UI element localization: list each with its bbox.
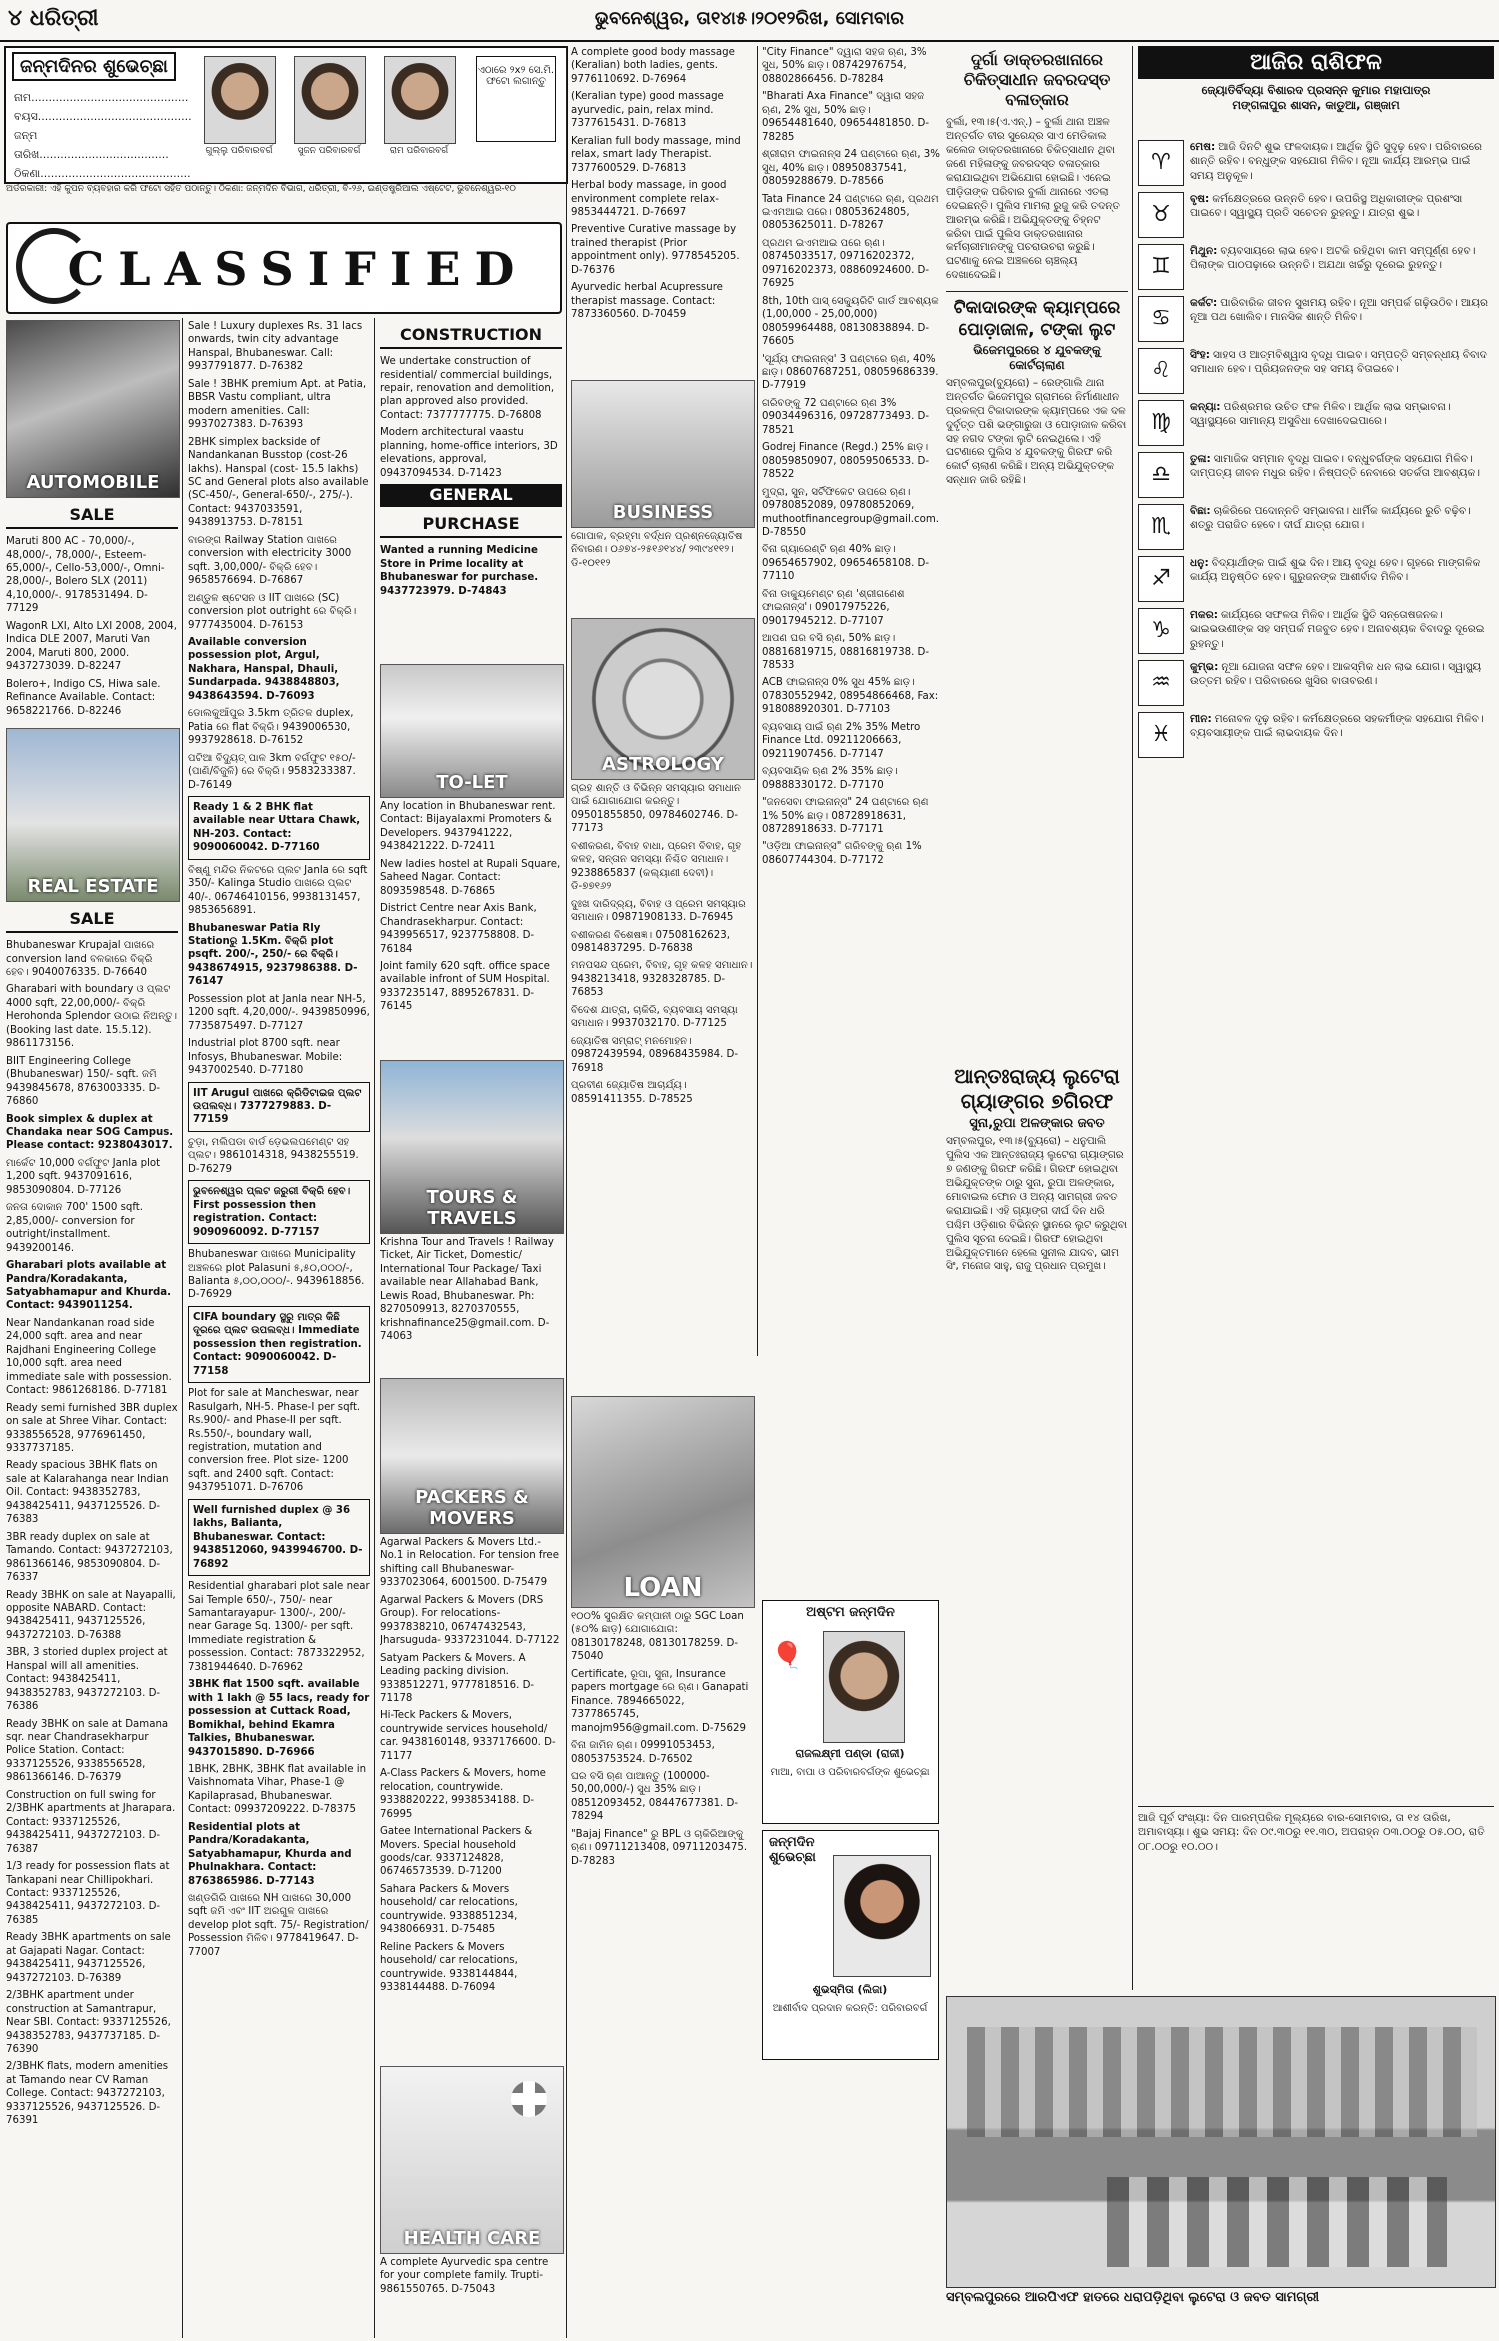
classified-ad: Gatee International Packers & Movers. Special household goods/car. 9337124828, 06746573539. D-71200 [380, 1826, 533, 1878]
libra-icon: ♎ [1138, 452, 1184, 498]
form-field-address[interactable]: ଠିକଣା........................................... [14, 167, 191, 180]
rashi-name: ବିଛା: [1190, 505, 1211, 517]
rashi-entry [1138, 348, 1494, 394]
story-subhead: ଭିଜେମପୁରରେ ୪ ଯୁବକଙ୍କୁ କୋର୍ଟଚାଲାଣ [973, 342, 1101, 372]
rashi-text: ନୂଆ ଯୋଜନା ସଫଳ ହେବ। ଆକସ୍ମିକ ଧନ ଲାଭ ଯୋଗ। ସ୍ୱାସ୍ଥ୍ୟ ଉତ୍ତମ ରହିବ। ପରିବାରରେ ଖୁସିର ବାତାବରଣ। [1190, 661, 1482, 688]
classified-ad: Available conversion possession plot, Argul, Nakhara, Hanspal, Dhauli, Sundarpada. 9438848803, 9438643594. D-76093 [188, 636, 340, 702]
packers-movers-label: PACKERS & MOVERS [415, 1487, 529, 1529]
rashi-entry [1138, 400, 1494, 446]
classified-ad: ଖଣ୍ଡଗିରି ପାଖରେ NH ପାଖରେ 30,000 sqft ଜମି ଏବଂ IIT ଅରଗୁଳ ପାଖରେ develop plot sqft. 75/- Registration/ Possession ମିଳିବ। 9778419647. D-77007 [188, 1893, 369, 1958]
classified-ad: (Keralian type) good massage ayurvedic, pain, relax mind. 7377615431. D-76813 [571, 91, 724, 130]
classified-ad: Near Nandankanan road side 24,000 sqft. area and near Rajdhani Engineering College 10,000 sqft. area need immediate sale with possession. Contact: 9861268186. D-77181 [6, 1317, 172, 1397]
birthday-form [4, 46, 568, 184]
birthday-ad-title: ଅଷ୍ଟମ ଜନ୍ମଦିନ [806, 1605, 895, 1620]
classified-ad: ବିଦେଶ ଯାତ୍ରା, ଚାକିରି, ବ୍ୟବସାୟ ସମସ୍ୟା ସମାଧାନ। 9937032170. D-77125 [571, 1004, 738, 1030]
classified-ad: Gharabari plots available at Pandra/Koradakanta, Satyabhamapur and Khurda. Contact: 9439011254. [6, 1260, 172, 1312]
birthday-form-title: ଜନ୍ମଦିନର ଶୁଭେଚ୍ଛା [12, 52, 176, 81]
sagittarius-icon: ♐ [1138, 556, 1184, 602]
classified-ad: Ready 3BHK on sale at Nayapalli, opposite NABARD. Contact: 9438425411, 9437125526, 9437272103. D-76388 [6, 1589, 176, 1641]
pisces-icon: ♓ [1138, 712, 1184, 758]
story-3 [946, 1060, 1128, 1990]
tours-travels-label: TOURS & TRAVELS [426, 1187, 518, 1229]
classified-banner [6, 222, 562, 314]
gemini-icon: ♊ [1138, 244, 1184, 290]
general-heading: GENERAL [380, 484, 562, 507]
classified-ad: ବିନା ଗ୍ୟାରେଣ୍ଟି ଋଣ 40% ଛାଡ଼। 09654657902, 09654658108. D-77110 [762, 544, 930, 583]
classified-ad: Ready spacious 3BHK flats on sale at Kalarahanga near Indian Oil. Contact: 9438352783, 9438425411, 9437125526. D-76383 [6, 1460, 169, 1526]
news-photo-caption: ସମ୍ବଲପୁରରେ ଆରପିଏଫ ହାତରେ ଧରାପଡ଼ିଥିବା ଲୁଟେରା ଓ ଜବତ ସାମଗ୍ରୀ [946, 2290, 1320, 2305]
classified-ad: ଜନତା ଦୋକାନ 700' 1500 sqft. 2,85,000/- conversion for outright/installment. 9439200146. [6, 1202, 144, 1254]
classified-ad: Book simplex & duplex at Chandaka near SOG Campus. Please contact: 9238043017. [6, 1113, 174, 1152]
classified-ad: ମାର୍କେଟ 10,000 ବର୍ଗଫୁଟ Janla plot 1,200 sqft. 9437091616, 9853090804. D-77126 [6, 1157, 161, 1196]
business-label: BUSINESS [612, 502, 714, 523]
classified-ad: ଚୁଡ଼ା, ମଲିପଡା ବାର୍ଡ ଡ଼େଭଲପମେଣ୍ଟ ସହ ପ୍ଲଟ। 9861014318, 9438255519. D-76279 [188, 1136, 359, 1175]
rashi-name: କୁମ୍ଭ: [1190, 661, 1219, 673]
rashi-name: କନ୍ୟା: [1190, 401, 1221, 413]
boxed-ad: Ready 1 & 2 BHK flat available near Uttara Chawk, NH-203. Contact: 9090060042. D-77160 [188, 796, 370, 860]
aries-icon: ♈ [1138, 140, 1184, 186]
rashifal-footer: ଆଜି ପୂର୍ବ ସଂଖ୍ୟା: ଦିନ ପାରମ୍ପରିକ ମୂଲ୍ୟରେ ବାର-ସୋମବାର, ତା ୧୪ ତାରିଖ, ଅମାବାସ୍ୟା। ଶୁଭ ସମୟ: ଦିନ ୦୯.୩୦ରୁ ୧୧.୩୦, ଅପରାହ୍ନ ୦୩.୦୦ରୁ ୦୫.୦୦, ରାତି ୦୮.୦୦ରୁ ୧୦.୦୦। [1138, 1806, 1494, 1991]
classified-ad: ୧୦୦% ସୁରକ୍ଷିତ କମ୍ପାନୀ ଠାରୁ SGC Loan (୫୦% ଛାଡ଼) ଯୋଗାଯୋଗ: 08130178248, 08130178259. D-75040 [571, 1611, 744, 1663]
to-let-image [380, 664, 564, 798]
classified-ad: "Bajaj Finance" ରୁ BPL ଓ ଚାକିରିଆଙ୍କୁ ଋଣ। 09711213408, 09711203475. D-78283 [571, 1828, 748, 1867]
classified-ad: Possession plot at Janla near NH-5, 1200 sqft. 4,20,000/-. 9439850996, 7735875497. D-77127 [188, 993, 370, 1032]
rashifal-place: ମଙ୍ଗଳାପୁର ଶାସନ, କାଡୁଆ, ଗଞ୍ଜାମ [1232, 98, 1400, 112]
classified-ad: 2/3BHK apartment under construction at Samantrapur, Near SBI. Contact: 9337125526, 9438352783, 9437737185. D-76390 [6, 1990, 171, 2055]
rashi-text: ବିଦ୍ୟାର୍ଥୀଙ୍କ ପାଇଁ ଶୁଭ ଦିନ। ଆୟ ବୃଦ୍ଧି ହେବ। ଗୃହରେ ମାଙ୍ଗଳିକ କାର୍ଯ୍ୟ ଅନୁଷ୍ଠିତ ହେବ। ଗୁରୁଜନଙ୍କ ଆଶୀର୍ବାଦ ମିଳିବ। [1190, 557, 1481, 584]
rashi-text: ମନୋବଳ ଦୃଢ଼ ରହିବ। କର୍ମକ୍ଷେତ୍ରରେ ସହକର୍ମୀଙ୍କ ସହଯୋଗ ମିଳିବ। ବ୍ୟବସାୟୀଙ୍କ ପାଇଁ ଲାଭଦାୟକ ଦିନ। [1190, 713, 1484, 740]
classified-ad: 3BR, 3 storied duplex project at Hanspal will all amenities. Contact: 9438425411, 9438352783, 9437272103. D-76386 [6, 1647, 168, 1713]
capricorn-icon: ♑ [1138, 608, 1184, 654]
birthday-ad-caption: ଶୁଭସ୍ମିତା (ଲିଜା) [812, 1983, 888, 1996]
rashi-entry [1138, 452, 1494, 498]
rashi-entry [1138, 504, 1494, 550]
child-photo-3 [384, 56, 456, 144]
sale-heading: SALE [6, 504, 178, 529]
classified-ad: Ayurvedic herbal Acupressure therapist massage. Contact: 7873360560. D-70459 [571, 282, 723, 321]
rashifal-title: ଆଜିର ରାଶିଫଳ [1138, 46, 1494, 79]
cancer-icon: ♋ [1138, 296, 1184, 342]
rashi-entry [1138, 244, 1494, 290]
classified-ad: ପଟିଆ ବିଦ୍ୟୁତ୍ ପାଳ 3km ବର୍ଗଫୁଟ ୧୫୦/- (ପାଣି/ବିଜୁଳି) ରେ ବିକ୍ରି। 9583233387. D-76149 [188, 752, 356, 791]
boxed-ad: ଭୁବନେଶ୍ୱର ପ୍ଲଟ ଜରୁରୀ ବିକ୍ରି ହେବ। First possession then registration. Contact: 9090960092. D-77157 [188, 1180, 370, 1244]
boxed-ad: IIT Arugul ପାଖରେ କ୍ରିଡିଟାଇଜ ପ୍ଲଟ ଉପଲବ୍ଧ। 7377279883. D-77159 [188, 1082, 370, 1132]
rashi-name: ମୀନ: [1190, 713, 1212, 725]
classified-ad: Construction on full swing for 2/3BHK apartments at Jharapara. Contact: 9337125526, 9438425411, 9437272103. D-76387 [6, 1789, 176, 1855]
classified-ad: ଅଣ୍ଡୁଳ ଷ୍ଟେସନ ଓ IIT ପାଖରେ (SC) conversion plot outright ରେ ବିକ୍ରି। 9777435004. D-76153 [188, 592, 357, 631]
column-2 [188, 320, 370, 2336]
classified-ad: Keralian full body massage, mind relax, smart lady Therapist. 7377600529. D-76813 [571, 135, 741, 174]
rashi-name: ମକର: [1190, 609, 1219, 621]
classified-ad: Bhubaneswar ପାଖରେ Municipality ଅଞ୍ଚଳରେ plot Palasuni ୫,୫୦,୦୦୦/-, Balianta ୫,୦୦,୦୦୦/-. 9439618856. D-76929 [188, 1249, 365, 1301]
story-headline: ଆନ୍ତଃରାଜ୍ୟ ଲୁଟେରା ଗ୍ୟାଙ୍ଗର ୭ଗିରଫ [954, 1064, 1120, 1113]
seized-items-table [1107, 2177, 1447, 2267]
classified-ad: A complete Ayurvedic spa centre for your complete family. Trupti-9861550765. D-75043 [380, 2257, 549, 2295]
birthday-ad-note: ଆଶୀର୍ବାଦ ପ୍ରଦାନ କରନ୍ତି: ପରିବାରବର୍ଗ [772, 2003, 928, 2014]
classified-ad: Certificate, ରୂପା, ସୁନା, Insurance papers mortgage ରେ ଋଣ। Ganapati Finance. 7894665022, 7377865745, manojm956@gmail.com. D-75629 [571, 1668, 749, 1734]
rashi-entry [1138, 296, 1494, 342]
news-photo [946, 1996, 1496, 2288]
packers-movers-image [380, 1378, 564, 1534]
classified-ad: 1/3 ready for possession flats at Tankapani near Chillipokhari. Contact: 9337125526, 9438425411, 9437272103. D-76385 [6, 1861, 170, 1926]
classified-ad: We undertake construction of residential/ commercial buildings, repair, renovation and demolition, plan approved also provided. Contact: 7377777775. D-76808 [380, 356, 555, 421]
classified-ad: Sale ! Luxury duplexes Rs. 31 lacs onwards, twin city advantage Hanspal, Bhubaneswar. Call: 9937791877. D-76382 [188, 321, 363, 373]
birthday-ad-title: ଜନ୍ମଦିନ ଶୁଭେଚ୍ଛା [769, 1835, 816, 1865]
classified-ad: ବଶୀକରଣ, ବିବାହ ବାଧା, ପ୍ରେମ ବିବାହ, ଗୃହ କଳହ, ସନ୍ତାନ ସମସ୍ୟା ନିଶ୍ଚିତ ସମାଧାନ। 9238865837 (କଲ୍ୟାଣୀ ଦେବୀ)। ଡି-୭୭୧୬୨ [571, 840, 742, 893]
purchase-heading: PURCHASE [380, 513, 562, 538]
classified-ad: WagonR LXI, Alto LXI 2008, 2004, Indica DLE 2007, Maruti Van 2004, Maruti 800, 2000. 9437273039. D-82247 [6, 620, 178, 673]
column-4-bottom [571, 1610, 753, 2336]
rashi-name: କର୍କଟ: [1190, 297, 1218, 309]
column-1-bottom [6, 904, 178, 2336]
classified-ad: BIIT Engineering College (Bhubaneswar) 150/- sqft. ଜମି 9439845678, 8763003335. D-76860 [6, 1055, 161, 1108]
classified-ad: Agarwal Packers & Movers Ltd.- No.1 in Relocation. For tension free shifting call Bhubaneswar- 9337023064, 6001500. D-75479 [380, 1537, 559, 1589]
page-number: ୪ ଧରିତ୍ରୀ [8, 6, 99, 31]
classified-ad: 2/3BHK flats, modern amenities at Tamando near CV Raman College. Contact: 9437272103, 9337125526, 9437125526. D-76391 [6, 2061, 169, 2127]
rashifal-byline: ଜ୍ୟୋତିର୍ବିଦ୍ୟା ବିଶାରଦ ପ୍ରସନ୍ନ କୁମାର ମହାପାତ୍ର [1201, 83, 1431, 97]
classified-ad: Plot for sale at Mancheswar, near Rasulgarh, NH-5. Phase-I per sqft. Rs.900/- and Phase-II per sqft. Rs.550/-, boundary wall, registration, mutation and conversion free. Plot size- 1200 sqft. and 2400 sqft. Contact: 9437951071. D-76706 [188, 1388, 361, 1494]
astrology-label: ASTROLOGY [602, 754, 724, 775]
classified-ad: Modern architectural vaastu planning, home-office interiors, 3D elevations, approval, 09437094534. D-71423 [380, 427, 558, 479]
classified-ad: Preventive Curative massage by trained therapist (Prior appointment only). 9778545205. D-76376 [571, 224, 740, 276]
column-rule [757, 46, 758, 1356]
column-rule [182, 318, 183, 2338]
aquarius-icon: ♒ [1138, 660, 1184, 706]
automobile-label: AUTOMOBILE [26, 472, 160, 493]
automobile-image [6, 320, 180, 498]
classified-ad: 3BR ready duplex on sale at Tamando. Contact: 9437272103, 9861366146, 9853090804. D-76337 [6, 1531, 173, 1584]
birthday-ad-1 [762, 1600, 939, 1824]
classified-ad: ବ୍ୟବସାୟ ପାଇଁ ଋଣ 2% 35% Metro Finance Ltd. 09211206663, 09211907456. D-77147 [762, 721, 921, 760]
rashi-text: ପାରିବାରିକ ଜୀବନ ସୁଖମୟ ରହିବ। ନୂଆ ସମ୍ପର୍କ ଗଢ଼ିଉଠିବ। ଆୟର ନୂଆ ପଥ ଖୋଲିବ। ମାନସିକ ଶାନ୍ତି ମିଳିବ। [1190, 297, 1489, 324]
boxed-ad: Well furnished duplex @ 36 lakhs, Balianta, Bhubaneswar. Contact: 9438512060, 9439946700. D-76892 [188, 1499, 370, 1576]
classified-ad: Sale ! 3BHK premium Apt. at Patia, BBSR Vastu compliant, ultra modern amenities. Call: 9937027383. D-76393 [188, 378, 367, 431]
column-3-tolet [380, 800, 562, 1056]
classified-ad: Hi-Teck Packers & Movers, countrywide services household/ car. 9438160148, 9337176600. D-71177 [380, 1710, 556, 1762]
classified-ad: "ଓଡ଼ିଆ ଫାଇନାନ୍ସ" ଗରିବଙ୍କୁ ଋଣ 1% 08607744304. D-77172 [762, 841, 922, 866]
loan-label: LOAN [623, 1573, 703, 1603]
rashi-text: ଆଜି ଦିନଟି ଶୁଭ ଫଳଦାୟକ। ଆର୍ଥିକ ସ୍ଥିତି ସୁଦୃଢ଼ ହେବ। ପରିବାରରେ ଶାନ୍ତି ରହିବ। ବନ୍ଧୁଙ୍କ ସହଯୋଗ ମିଳିବ। ନୂଆ କାର୍ଯ୍ୟ ଆରମ୍ଭ ପାଇଁ ସମୟ ଅନୁକୂଳ। [1190, 141, 1483, 182]
child-photo [823, 1631, 905, 1743]
classified-ad: Reline Packers & Movers household/ car relocations, countrywide. 9338144844, 9338144488. D-76094 [380, 1941, 518, 1994]
form-field-dob[interactable]: ଜନ୍ମ ତାରିଖ..................................... [14, 129, 169, 161]
column-3-top [380, 320, 562, 660]
classified-ad: ପ୍ରଥମ ଇଏମଆଇ ପରେ ଋଣ। 08745033517, 09716202372, 09716202373, 08860924600. D-76925 [762, 237, 930, 290]
balloons-icon: 🎈 [771, 1641, 804, 1671]
rashi-name: ମିଥୁନ: [1190, 245, 1218, 257]
boxed-ad: CIFA boundary ସ୍ଥରୁ ମାତ୍ର କିଛି ଦୂରରେ ପ୍ଲଟ ଉପଲବ୍ଧ। Immediate possession then registration. Contact: 9090060042. D-77158 [188, 1306, 370, 1383]
rashi-name: ଧନୁ: [1190, 557, 1209, 569]
tours-travels-image [380, 1060, 564, 1234]
classified-ad: Residential plots at Pandra/Koradakanta, Satyabhamapur, Khurda and Phulnakhara. Contact: 8763865986. D-77143 [188, 1821, 352, 1887]
classified-ad: ଡୋଲକୁଆଁପୁର 3.5km ତ୍ରିତଳ duplex, Patia ରେ flat ବିକ୍ରି। 9439006530, 9937928618. D-76152 [188, 708, 354, 747]
classified-ad: Ready semi furnished 3BR duplex on sale at Shree Vihar. Contact: 9338556528, 9776961450, 9337737185. [6, 1402, 178, 1454]
column-4-mid [571, 782, 753, 1392]
rashi-entry [1138, 660, 1494, 706]
rashi-entry [1138, 712, 1494, 758]
story-body: ବୁର୍ଲା, ୧୩।୫(ଏ.ଏନ୍.) – ବୁର୍ଲା ଥାନା ଅଞ୍ଚଳ ଅନ୍ତର୍ଗତ ବୀର ସୁରେନ୍ଦ୍ର ସାଏ ମେଡିକାଲ କଲେଜ ଡାକ୍ତରଖାନାରେ ଚିକିତ୍ସାଧୀନ ଥିବା ଜଣେ ମହିଳାଙ୍କୁ ଜବରଦସ୍ତ ବଳାତ୍କାର କରାଯାଇଥିବା ଅଭିଯୋଗ ହୋଇଛି। ଏନେଇ ପୀଡ଼ିତାଙ୍କ ପରିବାର ବୁର୍ଲା ଥାନାରେ ଏତଲା ଦେଇଛନ୍ତି। ପୁଲିସ ମାମଲା ରୁଜୁ କରି ତଦନ୍ତ ଆରମ୍ଭ କରିଛି। ଅଭିଯୁକ୍ତଙ୍କୁ ଚିହ୍ନଟ କରିବା ପାଇଁ ପୁଲିସ ଡାକ୍ତରଖାନାର କର୍ମଚାରୀମାନଙ୍କୁ ପଚରାଉଚରା କରୁଛି। ଘଟଣାକୁ ନେଇ ଅଞ୍ଚଳରେ ଚାଞ୍ଚଲ୍ୟ ଦେଖାଦେଇଛି। [946, 116, 1120, 282]
business-image [571, 380, 755, 528]
classified-ad: ଶ୍ରୀରାମ ଫାଇନାନ୍ସ 24 ଘଣ୍ଟାରେ ଋଣ, 3% ସୁଧ, 40% ଛାଡ଼। 08950837541, 08059288679. D-78566 [762, 149, 940, 188]
classified-title: CLASSIFIED [67, 242, 529, 296]
taurus-icon: ♉ [1138, 192, 1184, 238]
classified-ad: 1BHK, 2BHK, 3BHK flat available in Vaishnomata Vihar, Phase-1 @ Kapilaprasad, Bhubaneswar. Contact: 09937209222. D-78375 [188, 1763, 367, 1816]
health-care-label: HEALTH CARE [403, 2228, 541, 2249]
rashi-name: ସିଂହ: [1190, 349, 1211, 361]
classified-ad: ବାରଙ୍ଗ Railway Station ପାଖରେ conversion with electricity 3000 sqft. 3,00,000/- ବିକ୍ରି ହେବ। 9658576694. D-76867 [188, 534, 352, 587]
story-subhead: ସୁନା,ରୁପା ଅଳଙ୍କାର ଜବତ [969, 1116, 1105, 1131]
rashi-text: ସାମାଜିକ ସମ୍ମାନ ବୃଦ୍ଧି ପାଇବ। ବନ୍ଧୁବର୍ଗଙ୍କ ସହଯୋଗ ମିଳିବ। ଦାମ୍ପତ୍ୟ ଜୀବନ ମଧୁର ରହିବ। ନିଷ୍ପତ୍ତି ନେବାରେ ସତର୍କତା ଆବଶ୍ୟକ। [1190, 453, 1481, 480]
classified-ad: ଘର ବସି ଋଣ ପାଆନ୍ତୁ (100000- 50,00,000/-) ସୁଧ 35% ଛାଡ଼। 08512093452, 08447677381. D-78294 [571, 1770, 739, 1823]
column-5-top [762, 46, 942, 1354]
classified-ad: Bolero+, Indigo CS, Hiwa sale. Refinance Available. Contact: 9658221766. D-82246 [6, 678, 161, 717]
dateline: ଭୁବନେଶ୍ୱର, ତା୧୪ା୫।୨୦୧୨ରିଖ, ସୋମବାର [594, 8, 905, 29]
rashi-text: ବ୍ୟବସାୟରେ ଲାଭ ହେବ। ଅଟକି ରହିଥିବା କାମ ସମ୍ପୂର୍ଣ୍ଣ ହେବ। ପିଲାଙ୍କ ପାଠପଢ଼ାରେ ଉନ୍ନତି। ଅଯଥା ଖର୍ଚ୍ଚରୁ ଦୂରେଇ ରୁହନ୍ତୁ। [1190, 245, 1476, 272]
classified-ad: ଗ୍ରହ ଶାନ୍ତି ଓ ବିଭିନ୍ନ ସମସ୍ୟାର ସମାଧାନ ପାଇଁ ଯୋଗାଯୋଗ କରନ୍ତୁ। 09501855850, 09784602746. D-77173 [571, 783, 742, 835]
classified-ad: ବିଷ୍ଣୁ ମନ୍ଦିର ନିକଟରେ ପ୍ଲଟ Janla ରେ sqft 350/- Kalinga Studio ପାଖରେ ପ୍ଲଟ 40/-. 06746410156, 9938131457, 9853656891. [188, 864, 368, 917]
child-photo-2 [294, 56, 366, 144]
classified-ad: "ଜନସେବା ଫାଇନାନ୍ସ" 24 ଘଣ୍ଟାରେ ଋଣ 1% 50% ଛାଡ଼। 08728918631, 08728918633. D-77171 [762, 797, 929, 836]
classified-ad: "City Finance" ଦ୍ୱାରା ସହଜ ଋଣ, 3% ସୁଧ, 50% ଛାଡ଼। 08742976754, 08802866456. D-78284 [762, 47, 927, 85]
birthday-ad-2 [762, 1830, 939, 2060]
police-group-figures [967, 2027, 1477, 2137]
classified-ad: Residential gharabari plot sale near Sai Temple 650/-, 750/- near Samantarayapur- 1300/-, 200/- near Garage Sq. 1300/- per sqft. Immediate registration & possession. Contact: 7873322952, 7381944640. D-76962 [188, 1581, 370, 1673]
classified-ad: ACB ଫାଇନାନ୍ସ 0% ସୁଧ 45% ଛାଡ଼। 07830552942, 08954866468, Fax: 918088920301. D-77103 [762, 677, 939, 716]
rashi-entry [1138, 556, 1494, 602]
classified-ad: New ladies hostel at Rupali Square, Saheed Nagar. Contact: 8093598548. D-76865 [380, 858, 561, 897]
classified-ad: Ready 3BHK on sale at Damana sqr. near Chandrasekharpur Police Station. Contact: 9337125526, 9338556528, 9861366146. D-76379 [6, 1718, 169, 1784]
sale-heading-2: SALE [6, 908, 178, 933]
classified-ad: ଜ୍ୟୋତିଷ ସମ୍ରାଟ୍ ମନମୋହନ। 09872439594, 08968435984. D-76918 [571, 1035, 739, 1074]
birthday-ad-note: ମାଆ, ବାପା ଓ ପରିବାରବର୍ଗଙ୍କ ଶୁଭେଚ୍ଛା [770, 1767, 930, 1778]
classified-ad: "Bharati Axa Finance" ଦ୍ୱାରା ସହଜ ଋଣ, 2% ସୁଧ, 50% ଛାଡ଼। 09654481640, 09654481850. D-78285 [762, 91, 930, 143]
rashi-text: ସାହସ ଓ ଆତ୍ମବିଶ୍ୱାସ ବୃଦ୍ଧି ପାଇବ। ସମ୍ପତ୍ତି ସମ୍ବନ୍ଧୀୟ ବିବାଦ ସମାଧାନ ହେବ। ପ୍ରିୟଜନଙ୍କ ସହ ସମୟ ବିତାଇବେ। [1190, 349, 1487, 376]
virgo-icon: ♍ [1138, 400, 1184, 446]
classified-ad: District Centre near Axis Bank, Chandrasekharpur. Contact: 9439956517, 9237758808. D-76184 [380, 903, 537, 955]
classified-ad: Ready 3BHK apartments on sale at Gajapati Nagar. Contact: 9438425411, 9437125526, 9437272103. D-76389 [6, 1932, 171, 1984]
classified-ad: Bhubaneswar Patia Rly Stationରୁ 1.5Km. ବିକ୍ରି plot psqft. 200/-, 250/- ରେ ବିକ୍ରି। 9438674915, 9237986388. D-76147 [188, 922, 358, 988]
column-3-packers [380, 1536, 562, 2062]
classified-ad: ବ୍ୟବସାୟିକ ଋଣ 2% 35% ଛାଡ଼। 09888330172. D-77170 [762, 766, 898, 791]
story-headline: ଦୁର୍ଗା ଡାକ୍ତରଖାନାରେ ଚିକିତ୍ସାଧୀନ ଜବରଦସ୍ତ ବଳାତ୍କାର [963, 50, 1111, 109]
rashi-text: କାର୍ଯ୍ୟରେ ସଫଳତା ମିଳିବ। ଆର୍ଥିକ ସ୍ଥିତି ସନ୍ତୋଷଜନକ। ଭାଇଭଉଣୀଙ୍କ ସହ ସମ୍ପର୍କ ମଜବୁତ ହେବ। ଅନାବଶ୍ୟକ ବିବାଦରୁ ଦୂରେଇ ରୁହନ୍ତୁ। [1190, 609, 1485, 650]
form-field-name[interactable]: ନାମ............................................. [14, 91, 189, 104]
rashi-entry [1138, 608, 1494, 654]
classified-ad: Godrej Finance (Regd.) 25% ଛାଡ଼। 08059850907, 08059506533. D-78522 [762, 442, 930, 481]
classified-ad: ଆପଣ ଘର ବସି ଋଣ, 50% ଛାଡ଼। 08816819715, 08816819738. D-78533 [762, 633, 930, 672]
classified-ad: Maruti 800 AC - 70,000/-, 48,000/-, 78,000/-, Esteem-65,000/-, Cello-53,000/-, Omni-28,000/-, Bolero SLX (2011) 4,10,000/-. 9178531494. D-77129 [6, 536, 165, 615]
masthead [0, 0, 1499, 42]
column-4-astro-text [571, 530, 753, 614]
column-3-health [380, 2256, 562, 2336]
classified-ad: ବଶୀକରଣ ବିଶେଷଜ୍ଞ। 07508162623, 09814837295. D-76838 [571, 929, 730, 954]
classified-ad: Agarwal Packers & Movers (DRS Group). For relocations- 9937838210, 06747432543, Jharsuguda- 9337231044. D-77122 [380, 1594, 560, 1647]
column-3-tours [380, 1236, 562, 1374]
column-rule [374, 318, 375, 2338]
classified-ad: Gharabari with boundary ଓ ପ୍ଲଟ 4000 sqft, 22,00,000/- ବିକ୍ରି Herohonda Splendor ଉଠାଇ ନିଅନ୍ତୁ। (Booking last date. 15.5.12). 9861173156. [6, 984, 178, 1050]
photo-label-3: ରାମ ପରିବାରବର୍ଗ [389, 146, 449, 156]
rashi-text: ପରିଶ୍ରମର ଉଚିତ ଫଳ ମିଳିବ। ଆର୍ଥିକ ଲାଭ ସମ୍ଭାବନା। ସ୍ୱାସ୍ଥ୍ୟରେ ସାମାନ୍ୟ ଅସୁବିଧା ଦେଖାଦେଇପାରେ। [1190, 401, 1451, 428]
classified-ad: 2BHK simplex backside of Nandankanan Busstop (cost-26 lakhs). Hanspal (cost- 15.5 lakhs) SC and General plots also available (SC-450/-, General-650/-, 275/-). Contact: 9437033591, 9438913753. D-78151 [188, 436, 369, 529]
classified-ad: ବିନା ଡାକ୍ୟୁମେଣ୍ଟ ଋଣ 'ଶ୍ରୀଗଣେଶ ଫାଇନାନ୍ସ'। 09017975226, 09017945212. D-77107 [762, 588, 905, 627]
rashi-name: ବୃଷ: [1190, 193, 1210, 205]
classified-ad: Herbal body massage, in good environment complete relax- 9853444721. D-76697 [571, 180, 727, 218]
loan-image [571, 1396, 755, 1608]
classified-ad: Satyam Packers & Movers. A Leading packing division. 9338512271, 9777818516. D-71178 [380, 1652, 535, 1704]
leo-icon: ♌ [1138, 348, 1184, 394]
scorpio-icon: ♏ [1138, 504, 1184, 550]
astrology-image [571, 618, 755, 780]
photo-label-2: ସୁଜନ ପରିବାରବର୍ଗ [297, 146, 361, 156]
classified-ad: Industrial plot 8700 sqft. near Infosys, Bhubaneswar. Mobile: 9437002540. D-77180 [188, 1038, 343, 1077]
story-body: ସମ୍ବଲପୁର(ବ୍ୟୁରୋ) – ରେଙ୍ଗାଲି ଥାନା ଅନ୍ତର୍ଗତ ଭିଜେମପୁର ଗ୍ରାମରେ ନିର୍ମାଣାଧୀନ ପ୍ରକଳ୍ପ ଟିକାଦାରଙ୍କ କ୍ୟାମ୍ପରେ ଏକ ଦଳ ଦୁର୍ବୃତ୍ତ ପଶି ଭଙ୍ଗାରୁଜା ଓ ପୋଡ଼ାଜାଳ କରିବା ସହ ନଗଦ ଟଙ୍କା ଲୁଟି ନେଇଥିଲେ। ଏହି ଘଟଣାରେ ପୁଲିସ ୪ ଯୁବକଙ୍କୁ ଗିରଫ କରି କୋର୍ଟ ଚାଲାଣ କରିଛି। ଅନ୍ୟ ଅଭିଯୁକ୍ତଙ୍କ ସନ୍ଧାନ ଜାରି ରହିଛି। [946, 376, 1127, 487]
classified-ad: Bhubaneswar Krupajal ପାଖରେ conversion land ବଳକାରେ ବିକ୍ରି ହେବ। 9040076335. D-76640 [6, 940, 155, 979]
medical-cross-icon [511, 2081, 547, 2117]
child-photo-1 [204, 56, 276, 144]
story-headline: ଟିକାଦାରଙ୍କ କ୍ୟାମ୍ପରେ ପୋଡ଼ାଜାଳ, ଟଙ୍କା ଲୁଟ [953, 298, 1121, 340]
column-rule [1132, 46, 1133, 1990]
form-field-age[interactable]: ବୟସ............................................ [14, 110, 192, 123]
rashifal-list [1138, 140, 1494, 1800]
classified-ad: A-Class Packers & Movers, home relocation, countrywide. 9338820222, 9938534188. D-76995 [380, 1768, 546, 1820]
real-estate-image [6, 728, 180, 902]
classified-ad: Any location in Bhubaneswar rent. Contact: Bijayalaxmi Promoters & Developers. 9437941222, 9438421222. D-72411 [380, 801, 556, 853]
rashi-entry [1138, 192, 1494, 238]
birthday-form-note: ଅର୍ଡରକାରୀ: ଏହି କୁପନ ବ୍ୟବହାର କରି ଫଟୋ ସହିତ ପଠାନ୍ତୁ। ଠିକଣା: ଜନ୍ମଦିନ ବିଭାଗ, ଧରିତ୍ରୀ, ବି-୨୬, ଇଣ୍ଡଷ୍ଟ୍ରିଆଲ ଏଷ୍ଟେଟ, ଭୁବନେଶ୍ୱର-୧୦ [6, 184, 516, 194]
classified-ad: Krishna Tour and Travels ! Railway Ticket, Air Ticket, Domestic/ International Tour Package/ Taxi available near Allahabad Bank, Lewis Road, Bhubaneswar. Ph: 8270509913, 8270370555, krishnafinance25@gmail.com. D-74063 [380, 1237, 554, 1343]
real-estate-label: REAL ESTATE [27, 876, 159, 897]
birthday-ad-caption: ରାଜଲକ୍ଷ୍ମୀ ପଣ୍ଡା (ରାଜୀ) [795, 1747, 905, 1760]
rashi-entry [1138, 140, 1494, 186]
rashi-text: କର୍ମକ୍ଷେତ୍ରରେ ଉନ୍ନତି ହେବ। ଉପରିସ୍ଥ ଅଧିକାରୀଙ୍କ ପ୍ରଶଂସା ପାଇବେ। ସ୍ୱାସ୍ଥ୍ୟ ପ୍ରତି ସଚେତନ ରୁହନ୍ତୁ। ଯାତ୍ରା ଶୁଭ। [1190, 193, 1463, 220]
construction-heading: CONSTRUCTION [380, 324, 562, 349]
classified-ad: 8th, 10th ପାସ୍ ସେକ୍ୟୁରିଟି ଗାର୍ଡ ଆବଶ୍ୟକ (1,00,000 - 25,00,000) 08059964488, 08130838894. D-76605 [762, 295, 939, 348]
rashi-name: ମେଷ: [1190, 141, 1216, 153]
classified-ad: ମନପସନ୍ଦ ପ୍ରେମ, ବିବାହ, ଗୃହ କଳହ ସମାଧାନ। 9438213418, 9328328785. D-76853 [571, 960, 753, 999]
rashifal-header [1138, 46, 1494, 138]
classified-ad: A complete good body massage (Keralian) both ladies, gents. 9776110692. D-76964 [571, 47, 735, 85]
rashi-name: ତୁଳା: [1190, 453, 1211, 465]
classified-ad: ଗୋପାଳ, ବ୍ରହ୍ମା ବର୍ଦ୍ଧନ ପ୍ରଶ୍ନଜ୍ୟୋତିଷ ନିବାରଣ। ୦୬୭୪-୨୫୧୬୧୪୪/ ୨୩୯୪୧୧୨। ଡି-୧୦୧୧୨ [571, 531, 743, 569]
classified-ad: ପ୍ରବୀଣ ଜ୍ୟୋତିଷ ଆଚାର୍ଯ୍ୟ। 08591411355. D-78525 [571, 1080, 693, 1105]
classified-ad: Sahara Packers & Movers household/ car relocations, countrywide. 9338851234, 9438066931. D-75485 [380, 1883, 518, 1936]
column-rule [566, 46, 567, 2338]
health-care-image [380, 2066, 564, 2254]
photo-placeholder-box[interactable]: ଏଠାରେ ୨x୨ ସେ.ମି. ଫଟୋ ଲଗାନ୍ତୁ [476, 56, 556, 142]
classified-ad: ଗରିବଙ୍କୁ 72 ଘଣ୍ଟାରେ ଋଣ 3% 09034496316, 09728773493. D-78521 [762, 397, 930, 436]
classified-ad: ବିନା ଜାମିନ ଋଣ। 09991053453, 08053753524. D-76502 [571, 1740, 715, 1765]
classified-ad: Joint family 620 sqft. office space available infront of SUM Hospital. 9337235147, 8895267831. D-76145 [380, 960, 550, 1013]
classified-ad: ମୁଦ୍ରା, ସୁନ, ସର୍ଟିଫିକେଟ ଉପରେ ଋଣ। 09780852089, 09780852069, muthootfinancegroup@gmail.com. D-78550 [762, 486, 940, 538]
photo-label-1: ଗୁଲ୍ଲୁ ପରିବାରବର୍ଗ [205, 146, 273, 156]
to-let-label: TO-LET [436, 772, 508, 793]
classified-ad: Wanted a running Medicine Store in Prime locality at Bhubaneswar for purchase. 9437723979. D-74843 [380, 545, 539, 597]
classified-ad: ଦୁଃଖ ଦାରିଦ୍ର୍ୟ, ବିବାହ ଓ ପ୍ରେମ ସମସ୍ୟାର ସମାଧାନ। 09871908133. D-76945 [571, 898, 746, 924]
classified-ad: 3BHK flat 1500 sqft. available with 1 lakh @ 55 lacs, ready for possession at Cuttack Road, Bomikhal, behind Ekamra Talkies, Bhubaneswar. 9437015890. D-76966 [188, 1679, 370, 1758]
classified-ad: Tata Finance 24 ଘଣ୍ଟାରେ ଋଣ, ପ୍ରଥମ ଇଏମଆଇ ପରେ। 08053624805, 08053625011. D-78267 [762, 193, 939, 232]
column-4-top [571, 46, 753, 376]
rashi-text: ଚାକିରିରେ ପଦୋନ୍ନତି ସମ୍ଭାବନା। ଧାର୍ମିକ କାର୍ଯ୍ୟରେ ରୁଚି ବଢ଼ିବ। ଶତ୍ରୁ ପରାଜିତ ହେବେ। ଦୀର୍ଘ ଯାତ୍ରା ଯୋଗ। [1190, 505, 1471, 532]
woman-photo [833, 1855, 931, 1977]
classified-ad: 'ସୂର୍ଯ୍ୟ ଫାଇନାନ୍ସ' 3 ଘଣ୍ଟାରେ ଋଣ, 40% ଛାଡ଼। 08607687251, 08059686339. D-77919 [762, 353, 939, 392]
story-body: ସମ୍ବଲପୁର, ୧୩।୫(ବ୍ୟୁରୋ) – ଧନୁପାଲି ପୁଲିସ ଏକ ଆନ୍ତଃରାଜ୍ୟ ଲୁଟେରା ଗ୍ୟାଙ୍ଗର ୭ ଜଣଙ୍କୁ ଗିରଫ କରିଛି। ଗିରଫ ହୋଇଥିବା ଅଭିଯୁକ୍ତଙ୍କ ଠାରୁ ସୁନା, ରୁପା ଅଳଙ୍କାର, ମୋବାଇଲ ଫୋନ ଓ ଅନ୍ୟ ସାମଗ୍ରୀ ଜବତ କରାଯାଇଛି। ଏହି ଗ୍ୟାଙ୍ଗ ଦୀର୍ଘ ଦିନ ଧରି ପଶ୍ଚିମ ଓଡ଼ିଶାର ବିଭିନ୍ନ ସ୍ଥାନରେ ଲୁଟ କରୁଥିବା ପୁଲିସ ସୂଚନା ଦେଇଛି। ଗିରଫ ହୋଇଥିବା ଅଭିଯୁକ୍ତମାନେ ହେଲେ ସୁନୀଲ ଯାଦବ, ଭୀମ ସିଂ, ମନୋଜ ସାହୁ, ରାଜୁ ପ୍ରଧାନ ପ୍ରମୁଖ। [946, 1135, 1128, 1273]
